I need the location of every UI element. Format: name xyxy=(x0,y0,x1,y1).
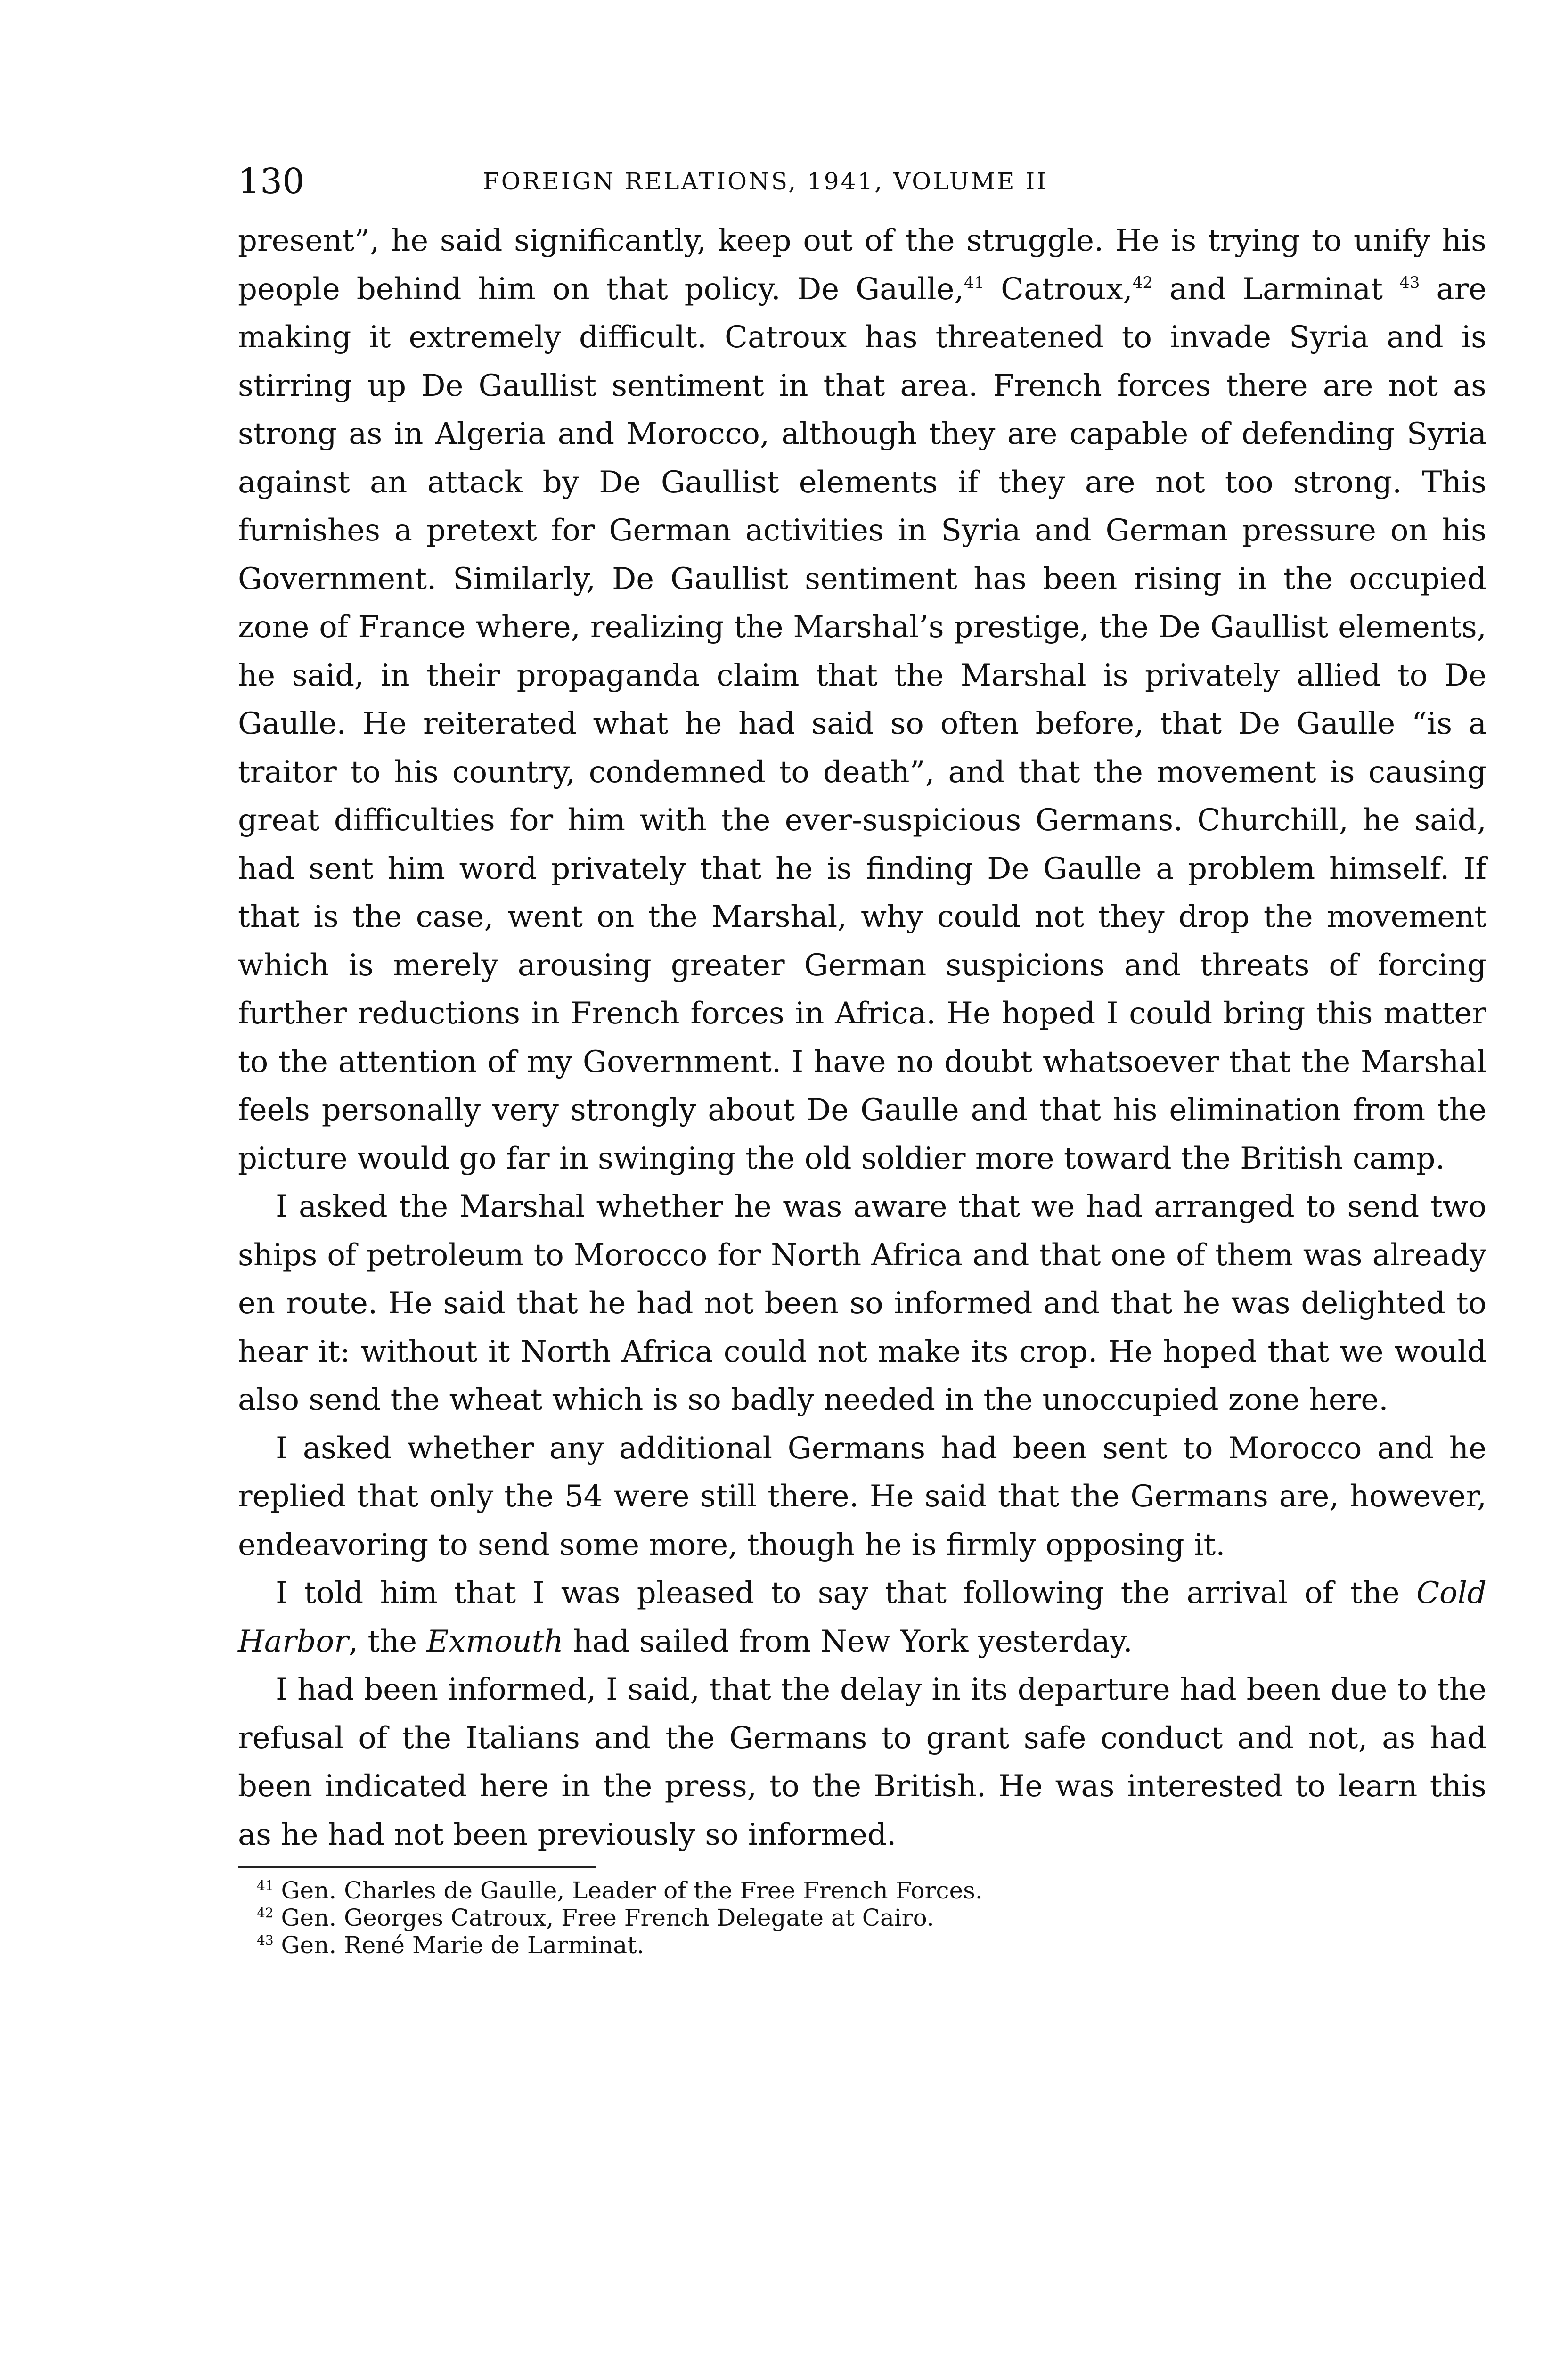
footnotes xyxy=(238,1877,1486,1959)
paragraph-1 xyxy=(238,217,1486,1183)
paragraph-3: I asked whether any additional Germans had been sent to Morocco and he replied that only the 54 were still there. He said that the Germans are, however, endeavoring to send some more, though he is firmly opposing it. xyxy=(238,1431,1486,1562)
paragraph-5: I had been informed, I said, that the delay in its departure had been due to the refusal of the Italians and the Germans to grant safe conduct and not, as had been indicated here in the press, to the British. He was interested to learn this as he had not been previously so informed. xyxy=(238,1672,1486,1852)
footnote-mark: 42 xyxy=(257,1905,274,1921)
paragraph-4-text-a: I told him that I was pleased to say that following the arrival of the xyxy=(276,1576,1400,1611)
running-title: FOREIGN RELATIONS, 1941, VOLUME II xyxy=(483,168,1048,195)
body-text xyxy=(238,217,1486,1859)
paragraph-1-text-c: and Larminat xyxy=(1169,271,1383,307)
ship-name-exmouth: Exmouth xyxy=(426,1624,564,1659)
page-number: 130 xyxy=(238,161,305,202)
footnote-text: Gen. Georges Catroux, Free French Delegate at Cairo. xyxy=(281,1904,934,1931)
paragraph-4-text-b: , the xyxy=(348,1624,417,1659)
footnote-ref-43[interactable]: 43 xyxy=(1399,273,1420,292)
footnote-ref-41[interactable]: 41 xyxy=(964,273,985,292)
paragraph-1-text-b: Catroux, xyxy=(1001,271,1133,307)
footnote-text: Gen. Charles de Gaulle, Leader of the Free French Forces. xyxy=(281,1877,983,1904)
footnote-mark: 41 xyxy=(257,1878,274,1893)
footnote-42 xyxy=(257,1904,1486,1931)
paragraph-1-text-a: present”, he said significantly, keep out of the struggle. He is trying to unify his people behind him on that policy. De Gaulle, xyxy=(238,223,1486,307)
paragraph-2: I asked the Marshal whether he was aware that we had arranged to send two ships of petroleum to Morocco for North Africa and that one of them was already en route. He said that he had not been so informed and that he was delighted to hear it: without it North Africa could not make its crop. He hoped that we would also send the wheat which is so badly needed in the unoccupied zone here. xyxy=(238,1189,1486,1417)
footnote-mark: 43 xyxy=(257,1932,274,1948)
footnote-ref-42[interactable]: 42 xyxy=(1132,273,1153,292)
document-page xyxy=(238,155,1486,1959)
paragraph-1-text-d: are making it extremely difficult. Catroux has threatened to invade Syria and is stirring up De Gaullist sentiment in that area. French forces there are not as strong as in Algeria and Morocco, although they are capable of defending Syria against an attack by De Gaullist elements if they are not too strong. This furnishes a pretext for German activities in Syria and German pressure on his Government. Similarly, De Gaullist sentiment has been rising in the occupied zone of France where, realizing the Marshal’s prestige, the De Gaullist elements, he said, in their propaganda claim that the Marshal is privately allied to De Gaulle. He reiterated what he had said so often before, that De Gaulle “is a traitor to his country, condemned to death”, and that the movement is causing great difficulties for him with the ever-suspicious Germans. Churchill, he said, had sent him word privately that he is finding De Gaulle a problem himself. If that is the case, went on the Marshal, why could not they drop the movement which is merely arousing greater German suspicions and threats of forcing further reductions in French forces in Africa. He hoped I could bring this matter to the attention of my Government. I have no doubt whatsoever that the Marshal feels personally very strongly about De Gaulle and that his elimination from the picture would go far in swinging the old soldier more toward the British camp. xyxy=(238,271,1487,1176)
running-head xyxy=(238,155,1486,207)
footnote-41 xyxy=(257,1877,1486,1904)
footnote-43 xyxy=(257,1931,1486,1959)
footnote-text: Gen. René Marie de Larminat. xyxy=(281,1931,645,1959)
paragraph-4-text-c: had sailed from New York yesterday. xyxy=(573,1624,1133,1659)
footnote-divider xyxy=(238,1866,596,1868)
paragraph-4 xyxy=(238,1569,1486,1666)
ship-name-cold-harbor: Cold Harbor xyxy=(238,1576,1487,1659)
